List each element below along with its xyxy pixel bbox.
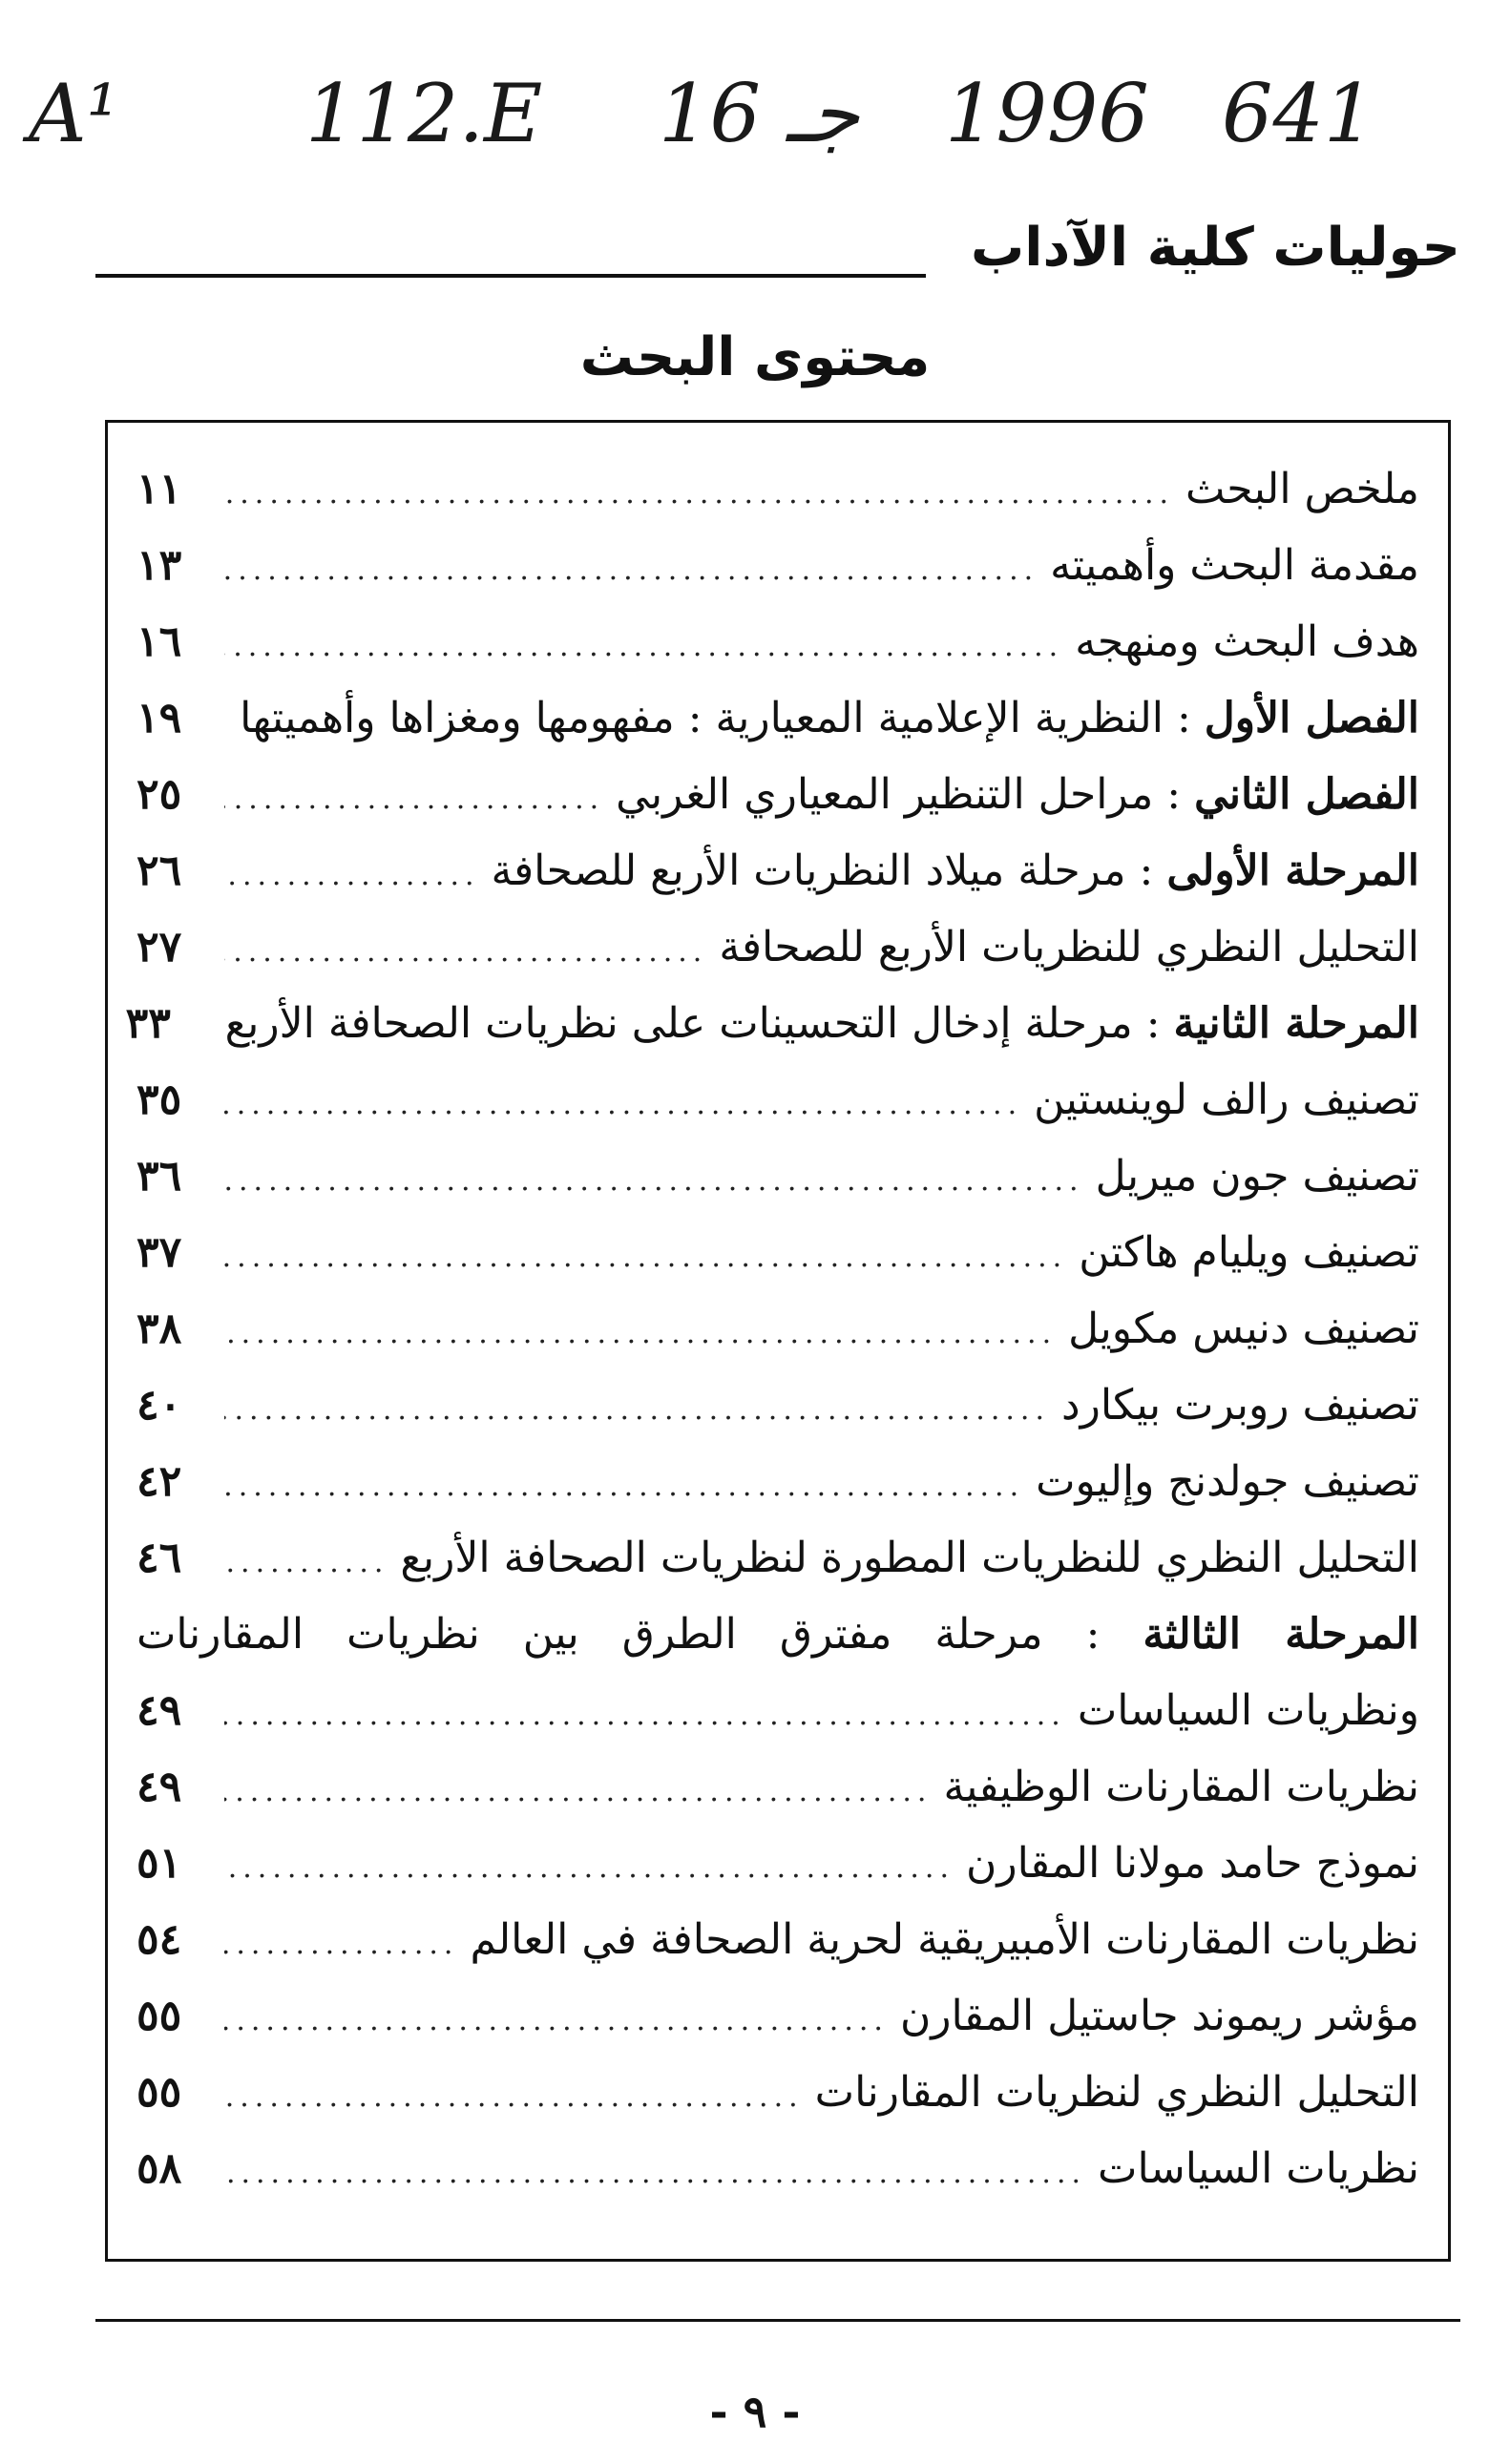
dot-leader bbox=[224, 1907, 458, 1983]
dot-leader bbox=[224, 1449, 1024, 1525]
toc-entry-text: نظريات السياسات bbox=[1098, 2144, 1419, 2193]
toc-entry-page: ٣٥ bbox=[136, 1075, 182, 1124]
dot-leader bbox=[224, 1983, 889, 2059]
toc-entry-label bbox=[1036, 1444, 1419, 1520]
toc-entry-text: ملخص البحث bbox=[1185, 465, 1419, 513]
toc-entry bbox=[136, 833, 1419, 909]
toc-entry-text: تصنيف جولدنج وإليوت bbox=[1036, 1457, 1419, 1506]
journal-header bbox=[95, 215, 1460, 282]
toc-entry bbox=[136, 909, 1419, 986]
handwritten-mark: 16 جـ bbox=[659, 67, 860, 160]
toc-entry-text: : مرحلة مفترق الطرق بين نظريات المقارنات bbox=[136, 1610, 1143, 1659]
toc-entry-text: : مرحلة ميلاد النظريات الأربع للصحافة bbox=[491, 846, 1167, 895]
toc-entry-label bbox=[900, 1978, 1419, 2055]
toc-entry bbox=[136, 1138, 1419, 1215]
toc-entry bbox=[136, 528, 1419, 604]
footer-rule bbox=[95, 2319, 1460, 2322]
toc-entry bbox=[136, 1826, 1419, 1902]
toc-entry-page: ١٦ bbox=[136, 617, 182, 666]
dot-leader bbox=[224, 685, 228, 762]
toc-entry bbox=[125, 986, 1419, 1062]
toc-entry bbox=[136, 1749, 1419, 1826]
toc-entry-page: ٥٨ bbox=[136, 2144, 182, 2193]
toc-entry-page: ١٣ bbox=[136, 541, 182, 590]
toc-entry bbox=[136, 1444, 1419, 1520]
toc-entry-text: التحليل النظري للنظريات المطورة لنظريات الصحافة الأربع bbox=[400, 1534, 1419, 1582]
journal-name: حوليات كلية الآداب bbox=[971, 217, 1460, 279]
toc-entry bbox=[136, 604, 1419, 680]
page-title: محتوى البحث bbox=[579, 326, 931, 388]
handwritten-archive-note bbox=[29, 57, 1441, 181]
toc-entry bbox=[136, 1673, 1419, 1749]
dot-leader bbox=[224, 914, 707, 991]
toc-entry bbox=[136, 1062, 1419, 1138]
toc-entry-label bbox=[492, 833, 1419, 909]
toc-entry-label bbox=[1061, 1368, 1419, 1444]
toc-entry bbox=[136, 757, 1419, 833]
toc-entry-label bbox=[943, 1749, 1419, 1826]
dot-leader bbox=[224, 1143, 1084, 1220]
handwritten-mark: 1996 bbox=[945, 67, 1149, 160]
header-rule bbox=[95, 274, 926, 278]
dot-leader bbox=[224, 609, 1063, 685]
toc-entry-text: تصنيف رالف لوينستين bbox=[1034, 1075, 1419, 1124]
dot-leader bbox=[224, 1754, 932, 1830]
toc-entry-page: ٥٤ bbox=[136, 1915, 182, 1964]
toc-entry-label bbox=[616, 757, 1419, 833]
toc-entry-page: ٥٥ bbox=[136, 1992, 182, 2040]
toc-entry-page: ٥٥ bbox=[136, 2068, 182, 2117]
toc-entry-page: ٤٩ bbox=[136, 1763, 182, 1811]
toc-entry-page: ٢٧ bbox=[136, 923, 182, 971]
toc-entry-label bbox=[1068, 1291, 1419, 1368]
toc-entry-label bbox=[1078, 1673, 1419, 1749]
dot-leader bbox=[224, 2059, 804, 2136]
toc-entry-text: مؤشر ريموند جاستيل المقارن bbox=[899, 1992, 1419, 2040]
toc-entry-label bbox=[1079, 1215, 1419, 1291]
toc-entry-label bbox=[966, 1826, 1419, 1902]
handwritten-mark: 112.E bbox=[305, 67, 543, 160]
toc-entry bbox=[136, 1978, 1419, 2055]
toc-entry-page: ٤٢ bbox=[136, 1457, 182, 1506]
toc-entry-label bbox=[1185, 451, 1419, 528]
toc-entry-text: التحليل النظري للنظريات الأربع للصحافة bbox=[719, 923, 1419, 971]
toc-entry bbox=[136, 451, 1419, 528]
toc-entry-page: ٣٧ bbox=[136, 1228, 182, 1277]
toc-entry-text: مقدمة البحث وأهميته bbox=[1050, 541, 1419, 590]
toc-entry-heading: المرحلة الثانية bbox=[1173, 999, 1419, 1048]
toc-entry-heading: المرحلة الأولى bbox=[1166, 846, 1419, 895]
toc-entry-label bbox=[815, 2055, 1419, 2131]
toc-entry bbox=[136, 1520, 1419, 1597]
toc-entry-text: نظريات المقارنات الوظيفية bbox=[943, 1763, 1419, 1811]
dot-leader bbox=[224, 1296, 1057, 1372]
toc-entry-label bbox=[470, 1902, 1419, 1978]
toc-entry bbox=[136, 680, 1419, 757]
toc-entry-page: ٣٣ bbox=[125, 999, 171, 1048]
toc-entry bbox=[136, 2055, 1419, 2131]
dot-leader bbox=[224, 838, 480, 914]
toc-entry-label bbox=[136, 1597, 1419, 1673]
toc-entry-page: ٤٩ bbox=[136, 1686, 182, 1735]
toc-entry-page: ٣٨ bbox=[136, 1305, 182, 1353]
handwritten-mark: 641 bbox=[1222, 67, 1375, 160]
toc-entry-text: : مرحلة إدخال التحسينات على نظريات الصحافة الأربع bbox=[224, 999, 1174, 1048]
toc-entry-page: ١٩ bbox=[136, 694, 182, 742]
dot-leader bbox=[224, 1220, 1067, 1296]
toc-entry-label bbox=[1075, 604, 1419, 680]
toc-entry bbox=[136, 1291, 1419, 1368]
toc-entry-heading: الفصل الأول bbox=[1204, 694, 1419, 742]
handwritten-mark: A¹ bbox=[29, 67, 119, 160]
toc-entry-label bbox=[1034, 1062, 1419, 1138]
toc-entry-label bbox=[1050, 528, 1419, 604]
toc-entry-page: ٥١ bbox=[136, 1839, 182, 1888]
dot-leader bbox=[224, 532, 1038, 609]
toc-entry-text: : النظرية الإعلامية المعيارية : مفهومها ومغزاها وأهميتها bbox=[240, 694, 1205, 742]
dot-leader bbox=[224, 762, 604, 838]
dot-leader bbox=[224, 1067, 1022, 1143]
dot-leader bbox=[224, 456, 1174, 532]
toc-entry-heading: المرحلة الثالثة bbox=[1143, 1610, 1420, 1659]
toc-entry-label bbox=[225, 986, 1419, 1062]
toc-entry-page: ٣٦ bbox=[136, 1152, 182, 1201]
toc-entry-text: تصنيف جون ميريل bbox=[1095, 1152, 1419, 1201]
toc-entry bbox=[136, 1597, 1419, 1673]
toc-entry-text: نظريات المقارنات الأمبيريقية لحرية الصحافة في العالم bbox=[470, 1915, 1419, 1964]
toc-entry-text: تصنيف دنيس مكويل bbox=[1068, 1305, 1419, 1353]
toc-entry-page: ٢٥ bbox=[136, 770, 182, 819]
toc-entry-page: ٢٦ bbox=[136, 846, 182, 895]
toc-entry bbox=[136, 1215, 1419, 1291]
toc-entry-text: نموذج حامد مولانا المقارن bbox=[966, 1839, 1419, 1888]
toc-list bbox=[125, 451, 1420, 2207]
toc-entry bbox=[136, 1902, 1419, 1978]
toc-entry-text: تصنيف روبرت بيكارد bbox=[1061, 1381, 1419, 1430]
toc-entry bbox=[136, 1368, 1419, 1444]
toc-entry-heading: الفصل الثاني bbox=[1194, 770, 1419, 819]
toc-entry-page: ٤٠ bbox=[136, 1381, 182, 1430]
toc-entry-text: ونظريات السياسات bbox=[1077, 1686, 1419, 1735]
toc-entry-text: تصنيف ويليام هاكتن bbox=[1079, 1228, 1419, 1277]
toc-entry-label bbox=[1096, 1138, 1419, 1215]
dot-leader bbox=[224, 1830, 954, 1907]
toc-entry-page: ٤٦ bbox=[136, 1534, 182, 1582]
dot-leader bbox=[224, 1525, 388, 1601]
dot-leader bbox=[224, 1372, 1050, 1449]
toc-entry-label bbox=[1098, 2131, 1419, 2207]
toc-entry-label bbox=[719, 909, 1419, 986]
page-number: - ٩ - bbox=[709, 2386, 801, 2437]
dot-leader bbox=[224, 1678, 1066, 1754]
dot-leader bbox=[224, 2136, 1086, 2212]
toc-entry-text: التحليل النظري لنظريات المقارنات bbox=[814, 2068, 1419, 2117]
toc-entry-text: هدف البحث ومنهجه bbox=[1075, 617, 1419, 666]
toc-entry-label bbox=[400, 1520, 1419, 1597]
toc-entry-page: ١١ bbox=[136, 465, 182, 513]
toc-entry-text: : مراحل التنظير المعياري الغربي bbox=[616, 770, 1195, 819]
toc-entry bbox=[136, 2131, 1419, 2207]
toc-entry-label bbox=[240, 680, 1419, 757]
table-of-contents bbox=[105, 420, 1451, 2262]
